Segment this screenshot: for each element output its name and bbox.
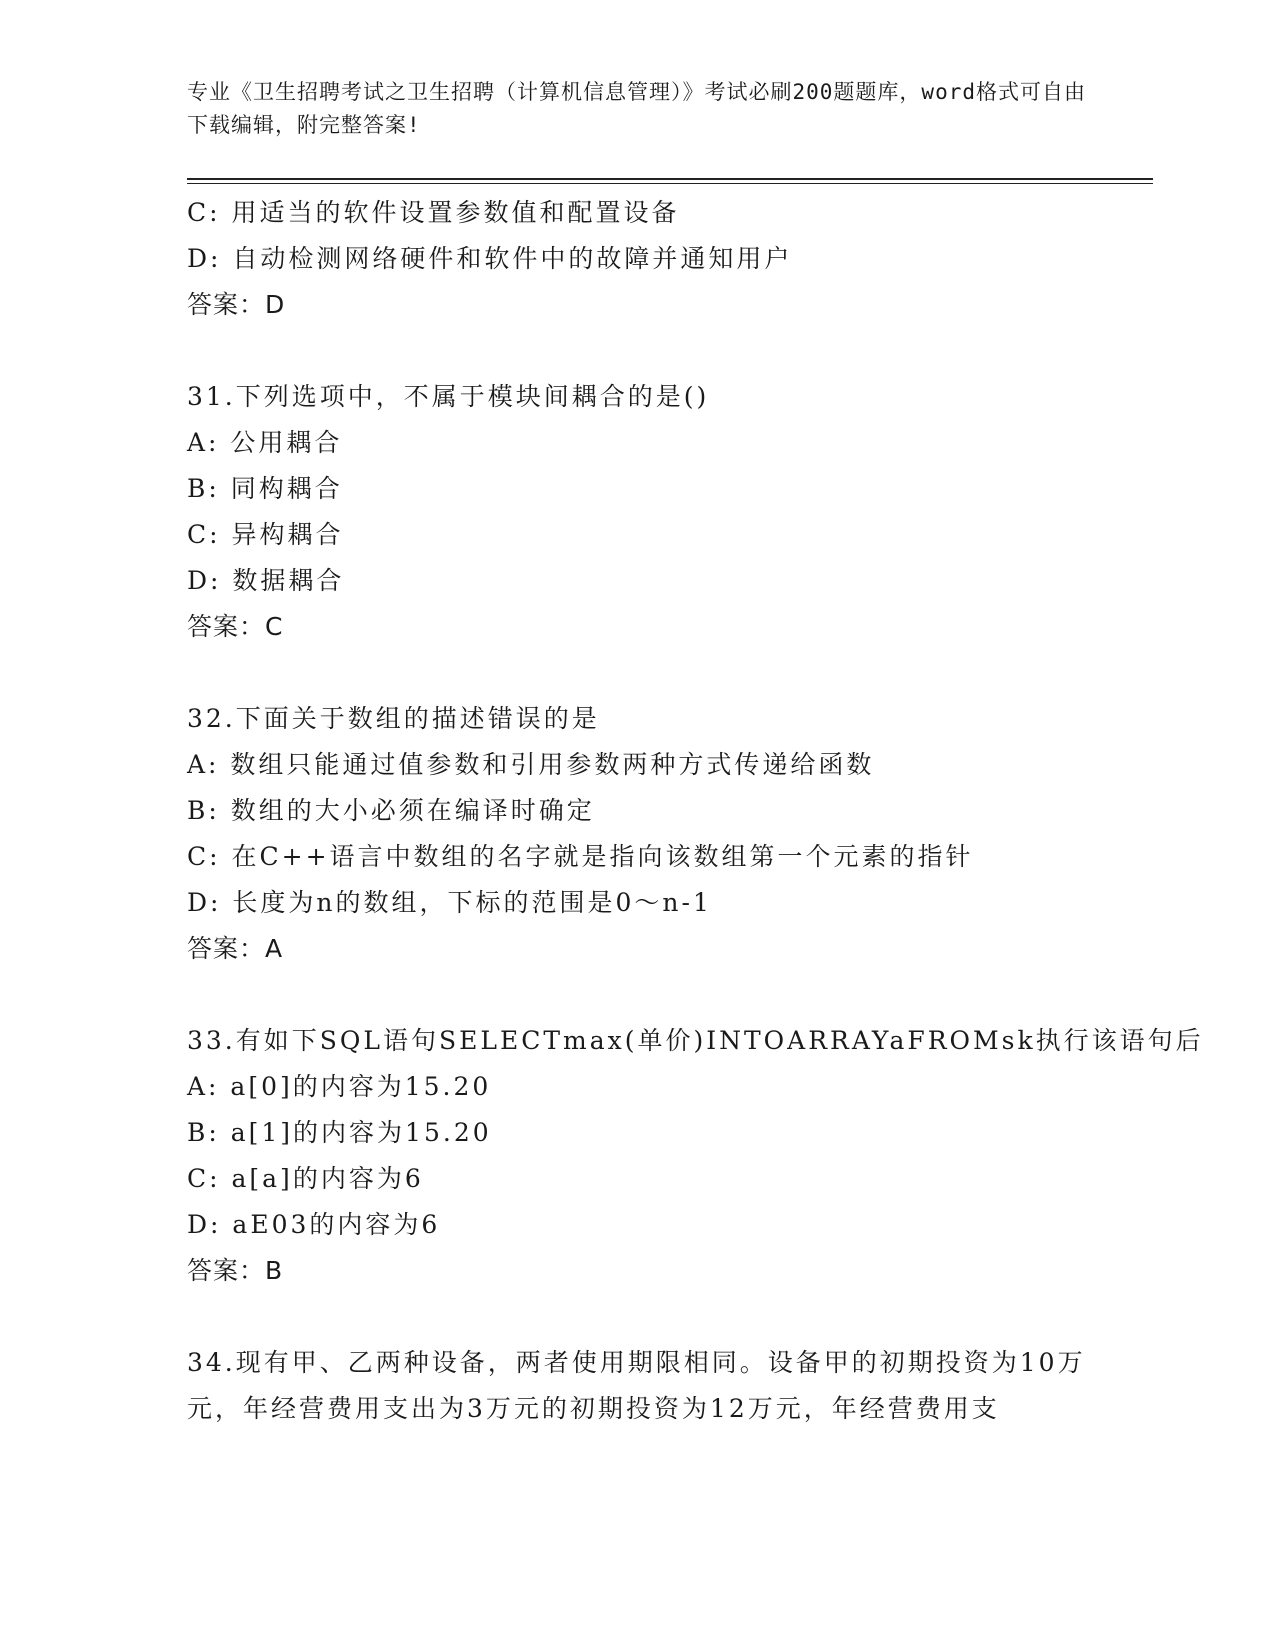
option-b: B: a[1]的内容为15.20 xyxy=(187,1118,492,1147)
option-a: A: 公用耦合 xyxy=(187,428,343,457)
option-d: D: aE03的内容为6 xyxy=(187,1210,441,1239)
question-33: 33.有如下SQL语句SELECTmax(单价)INTOARRAYaFROMsk执行该语句后 xyxy=(187,1026,1204,1055)
option-d: D: 数据耦合 xyxy=(187,566,345,595)
option-d: D: 长度为n的数组，下标的范围是0～n-1 xyxy=(187,888,712,917)
answer-text: 答案：A xyxy=(187,934,284,963)
spacer xyxy=(187,1294,1137,1340)
option-d: D: 自动检测网络硬件和软件中的故障并通知用户 xyxy=(187,244,793,273)
option-b: B: 同构耦合 xyxy=(187,474,343,503)
header-divider xyxy=(187,178,1153,180)
option-c: C: 用适当的软件设置参数值和配置设备 xyxy=(187,198,680,227)
answer-text: 答案：B xyxy=(187,1256,284,1285)
spacer xyxy=(187,328,1137,374)
option-a: A: a[0]的内容为15.20 xyxy=(187,1072,492,1101)
spacer xyxy=(187,972,1137,1018)
document-header: 专业《卫生招聘考试之卫生招聘（计算机信息管理）》考试必刷200题题库，word格式可自由下载编辑，附完整答案! xyxy=(187,80,1086,137)
question-34: 34.现有甲、乙两种设备，两者使用期限相同。设备甲的初期投资为10万元，年经营费用支出为3万元的初期投资为12万元，年经营费用支 xyxy=(187,1348,1086,1423)
spacer xyxy=(187,650,1137,696)
answer-text: 答案：D xyxy=(187,290,286,319)
option-c: C: 在C++语言中数组的名字就是指向该数组第一个元素的指针 xyxy=(187,842,974,871)
question-32: 32.下面关于数组的描述错误的是 xyxy=(187,704,600,733)
header-divider-thin xyxy=(187,183,1153,184)
question-31: 31.下列选项中，不属于模块间耦合的是() xyxy=(187,382,710,411)
option-c: C: a[a]的内容为6 xyxy=(187,1164,424,1193)
answer-text: 答案：C xyxy=(187,612,284,641)
option-b: B: 数组的大小必须在编译时确定 xyxy=(187,796,595,825)
option-a: A: 数组只能通过值参数和引用参数两种方式传递给函数 xyxy=(187,750,875,779)
option-c: C: 异构耦合 xyxy=(187,520,344,549)
question-content xyxy=(187,190,1204,1432)
